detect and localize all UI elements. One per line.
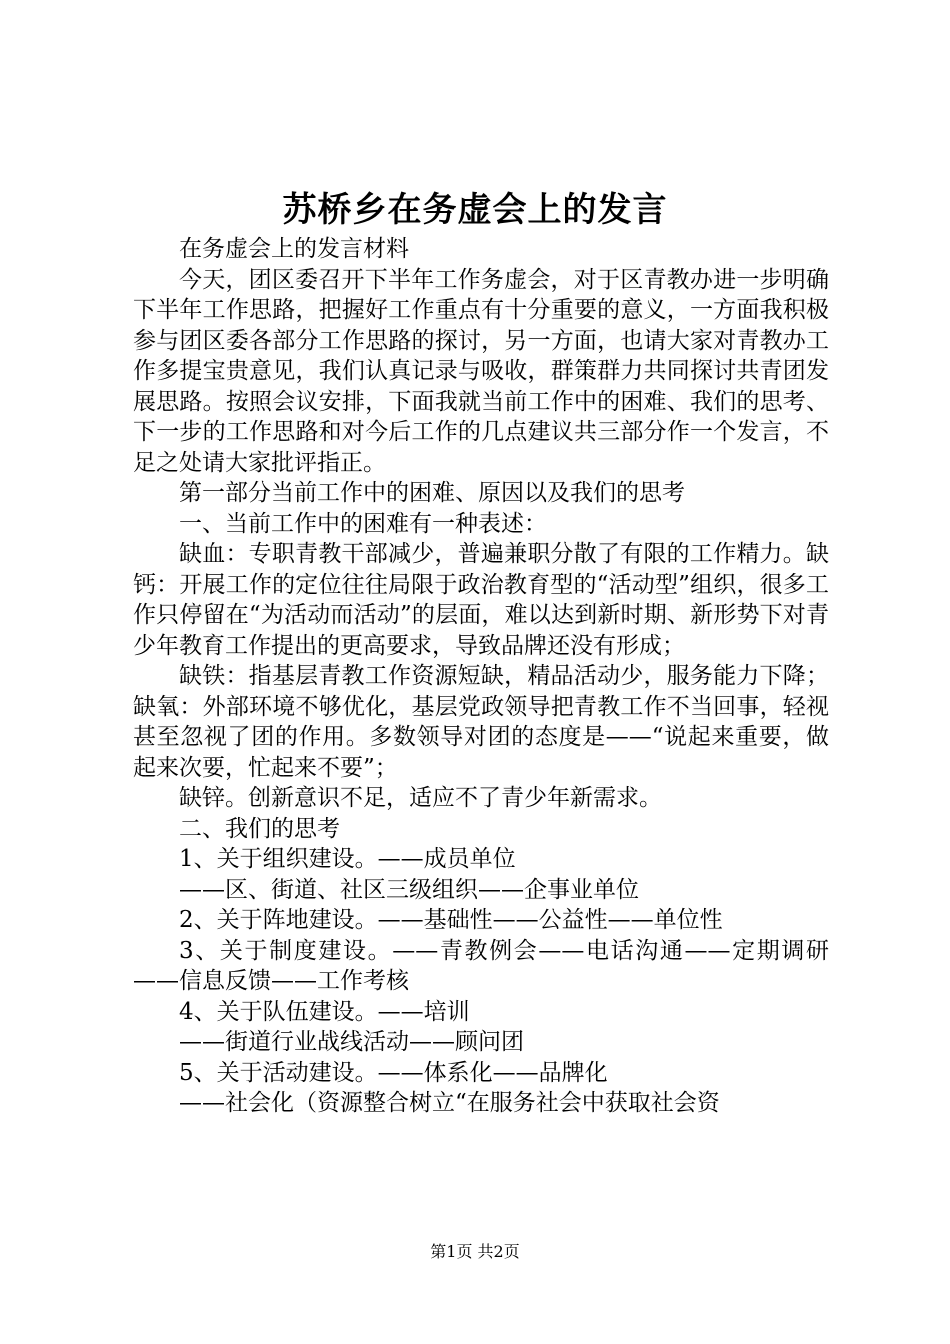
- paragraph-item-1-continued: ——区、街道、社区三级组织——企事业单位: [179, 876, 639, 903]
- paragraph-section-two-heading: 二、我们的思考: [179, 815, 340, 842]
- paragraph-section-one-heading: 一、当前工作中的困难有一种表述：: [179, 510, 547, 537]
- paragraph-item-5: 5、关于活动建设。——体系化——品牌化: [179, 1059, 608, 1086]
- document-body: [133, 234, 829, 1119]
- paragraph-lack-iron: 缺铁：指基层青教工作资源短缺，精品活动少，服务能力下降；缺氧：外部环境不够优化，基层党政领导把青教工作不当回事，轻视甚至忽视了团的作用。多数领导对团的态度是——“说起来重要，做起来次要，忙起来不要”；: [133, 663, 829, 781]
- paragraph-part-one-heading: 第一部分当前工作中的困难、原因以及我们的思考: [179, 480, 685, 506]
- paragraph-lack-blood: 缺血：专职青教干部减少，普遍兼职分散了有限的工作精力。缺钙：开展工作的定位往往局限于政治教育型的“活动型”组织，很多工作只停留在“为活动而活动”的层面，难以达到新时期、新形势下对青少年教育工作提出的更高要求，导致品牌还没有形成；: [133, 541, 829, 659]
- paragraph-item-3: 3、关于制度建设。——青教例会——电话沟通——定期调研——信息反馈——工作考核: [133, 937, 829, 994]
- paragraph-item-2: 2、关于阵地建设。——基础性——公益性——单位性: [179, 907, 723, 933]
- paragraph-item-1: 1、关于组织建设。——成员单位: [179, 846, 516, 872]
- paragraph-item-5-continued: ——社会化（资源整合树立“在服务社会中获取社会资: [179, 1090, 720, 1116]
- paragraph-lack-zinc: 缺锌。创新意识不足，适应不了青少年新需求。: [179, 785, 662, 811]
- document-title: 苏桥乡在务虚会上的发言: [282, 190, 668, 230]
- paragraph-item-4: 4、关于队伍建设。——培训: [179, 998, 470, 1025]
- page-footer: 第1页 共2页: [430, 1242, 520, 1261]
- paragraph-item-4-continued: ——街道行业战线活动——顾问团: [179, 1029, 524, 1055]
- paragraph-subtitle: 在务虚会上的发言材料: [179, 236, 409, 262]
- paragraph-intro: 今天，团区委召开下半年工作务虚会，对于区青教办进一步明确下半年工作思路，把握好工作重点有十分重要的意义，一方面我积极参与团区委各部分工作思路的探讨，另一方面，也请大家对青教办工作多提宝贵意见，我们认真记录与吸收，群策群力共同探讨共青团发展思路。按照会议安排，下面我就当前工作中的困难、我们的思考、下一步的工作思路和对今后工作的几点建议共三部分作一个发言，不足之处请大家批评指正。: [133, 266, 829, 476]
